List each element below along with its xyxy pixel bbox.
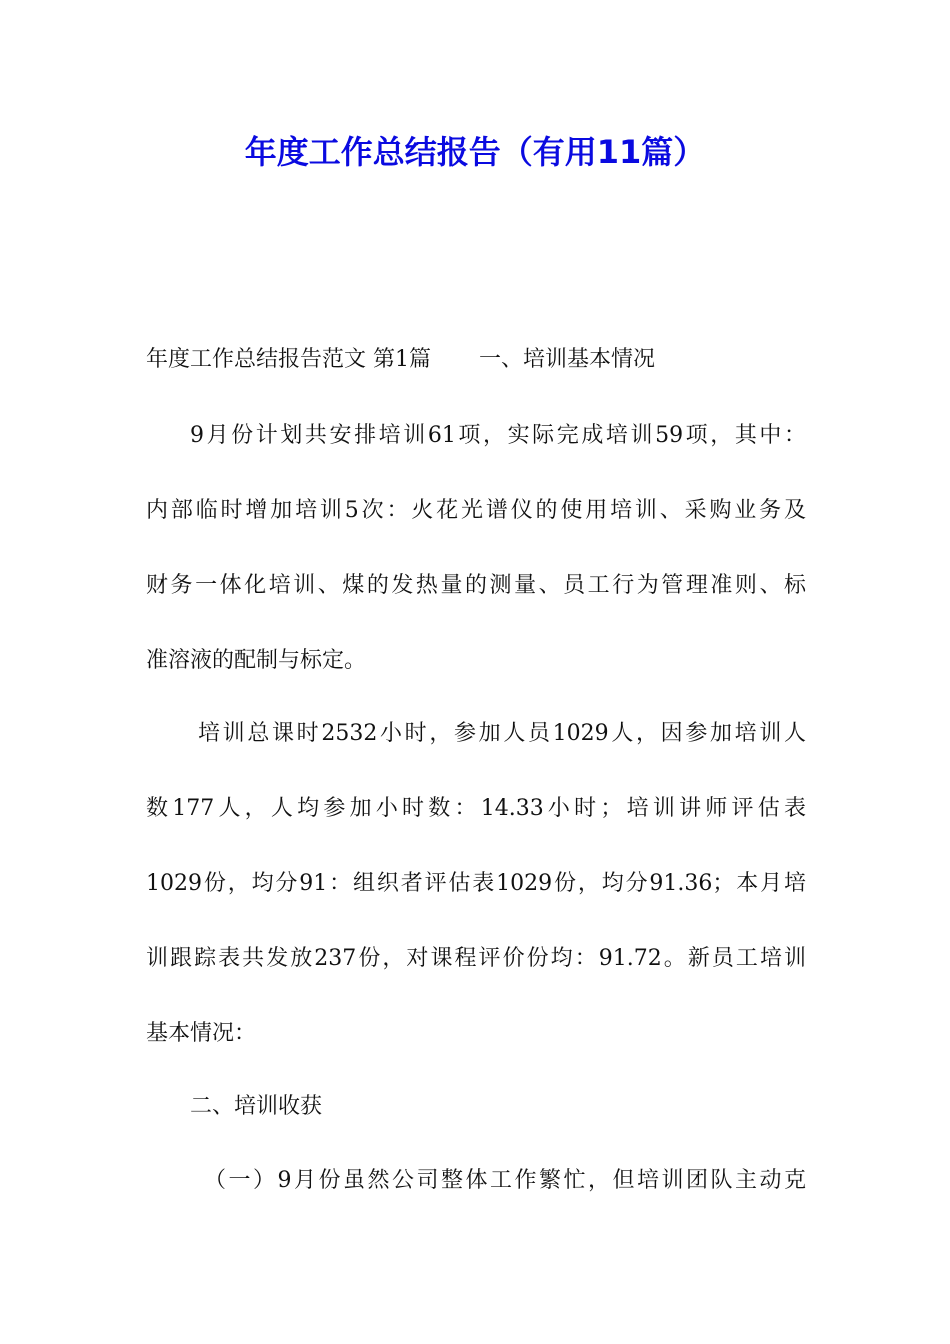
section-heading-2-text: 二、培训收获: [190, 1094, 323, 1119]
heading-line: [146, 322, 806, 397]
paragraph-1-line-2: 内部临时增加培训5次：火花光谱仪的使用培训、采购业务及: [146, 498, 806, 523]
paragraph-2-line-2: 数177人，人均参加小时数：14.33小时；培训讲师评估表: [146, 796, 806, 821]
heading-right: 一、培训基本情况: [479, 347, 656, 372]
paragraph-3: [146, 1143, 806, 1218]
paragraph-2: [146, 696, 806, 1071]
paragraph-1-line-3: 财务一体化培训、煤的发热量的测量、员工行为管理准则、标: [146, 573, 806, 598]
paragraph-1: [146, 398, 806, 698]
heading-line-text: [146, 322, 806, 397]
heading-left: 年度工作总结报告范文 第1篇: [146, 347, 431, 372]
paragraph-1-line-4: 准溶液的配制与标定。: [146, 648, 367, 673]
paragraph-1-line-1: 9月份计划共安排培训61项，实际完成培训59项，其中：: [190, 423, 806, 448]
paragraph-2-line-1: 培训总课时2532小时，参加人员1029人，因参加培训人: [198, 721, 806, 746]
document-title: 年度工作总结报告（有用11篇）: [244, 133, 706, 171]
paragraph-2-line-3: 1029份，均分91：组织者评估表1029份，均分91.36；本月培: [146, 871, 806, 896]
paragraph-3-line-1: （一）9月份虽然公司整体工作繁忙，但培训团队主动克: [204, 1168, 806, 1193]
section-heading-2: [146, 1069, 806, 1144]
paragraph-2-line-5: 基本情况：: [146, 1021, 257, 1046]
paragraph-2-line-4: 训跟踪表共发放237份，对课程评价份均：91.72。新员工培训: [146, 946, 806, 971]
